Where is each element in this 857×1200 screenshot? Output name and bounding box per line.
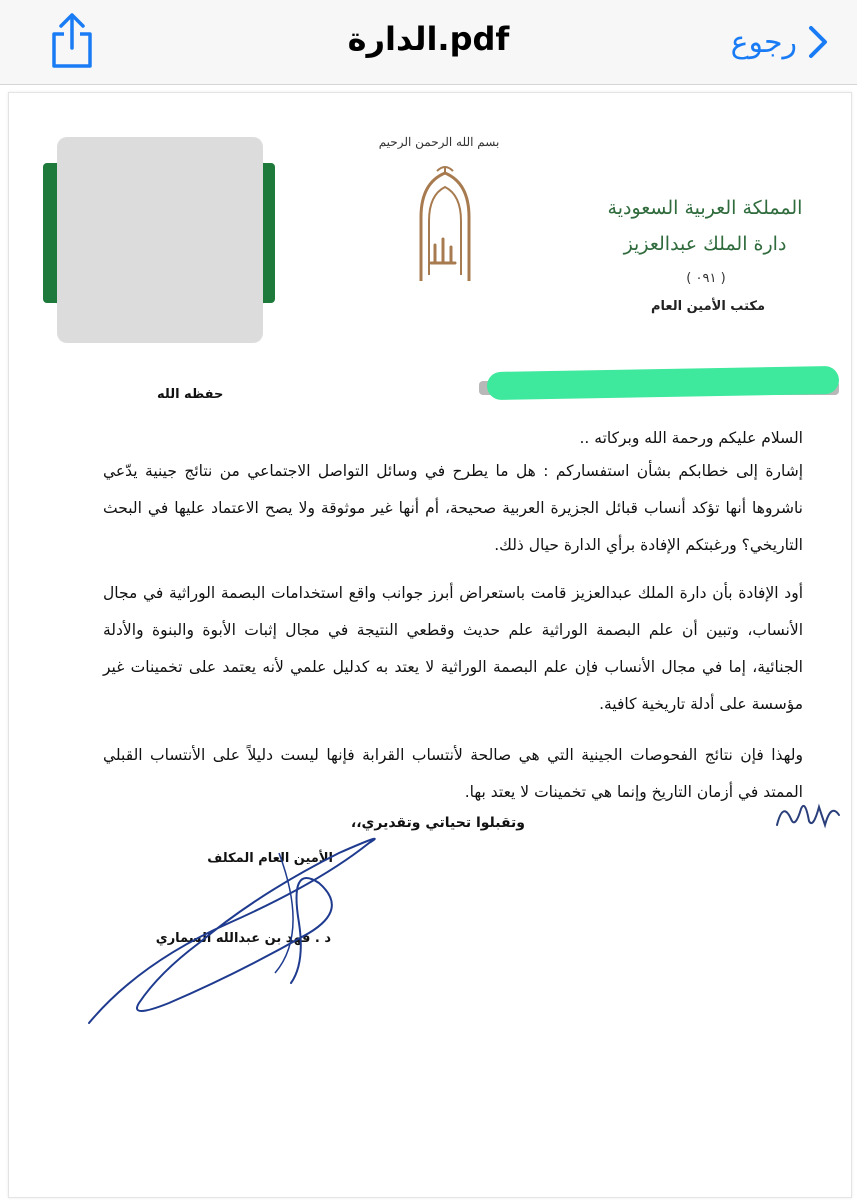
closing-line: وتقبلوا تحياتي وتقديري،، [350, 815, 525, 831]
paragraph-2: أود الإفادة بأن دارة الملك عبدالعزيز قامت باستعراض أبرز جوانب واقع استخدامات البصمة الوراثية في مجال الأنساب، وتبين أن علم البصمة الوراثية علم حديث وقطعي النتيجة في مجال إثبات الأبوة والبنوة والأدلة الجنائية، إما في مجال الأنساب فإن علم البصمة الوراثية لا يعتد به كدليل علمي لأنه يعتمد على تخمينات غير مؤسسة على أدلة تاريخية كافية. [103, 584, 803, 713]
basmala: بسم الله الرحمن الرحيم [378, 135, 500, 149]
office-code: ( ٠٩١ ) [686, 271, 726, 286]
signature [79, 813, 399, 1033]
back-button[interactable] [731, 20, 829, 64]
nav-bar [0, 0, 857, 85]
handwritten-margin-note [773, 795, 843, 835]
paragraph-1: إشارة إلى خطابكم بشأن استفساركم : هل ما يطرح في وسائل التواصل الاجتماعي من نتائج جينية يدّعي ناشروها أنها تؤكد أنساب قبائل الجزيرة العربية صحيحة، أم أنها غير موثوقة ولا يصح الاعتماد عليها في البحث التاريخي؟ ورغبتكم الإفادة برأي الدارة حيال ذلك. [103, 462, 803, 554]
back-label: رجوع [730, 24, 797, 60]
institution-name: دارة الملك عبدالعزيز [623, 233, 787, 255]
darah-logo-icon [407, 165, 483, 283]
document-page[interactable] [8, 92, 852, 1198]
greeting: السلام عليكم ورحمة الله وبركاته .. [579, 429, 803, 447]
signer-title: الأمين العام المكلف [207, 851, 333, 866]
chevron-right-icon [807, 24, 829, 60]
document-title: الدارة.pdf [347, 20, 510, 58]
kingdom-name: المملكة العربية السعودية [607, 197, 803, 219]
office-name: مكتب الأمين العام [650, 299, 765, 314]
honorific: حفظه الله [157, 387, 224, 402]
paragraph-3: ولهذا فإن نتائج الفحوصات الجينية التي هي صالحة لأنتساب القرابة فإنها ليست دليلاً على الأنتساب القبلي الممتد في أزمان التاريخ وإنما هي تخمينات لا يعتد بها. [103, 746, 803, 801]
redacted-image [57, 137, 263, 343]
signer-name: د . فهد بن عبدالله السماري [155, 931, 331, 946]
